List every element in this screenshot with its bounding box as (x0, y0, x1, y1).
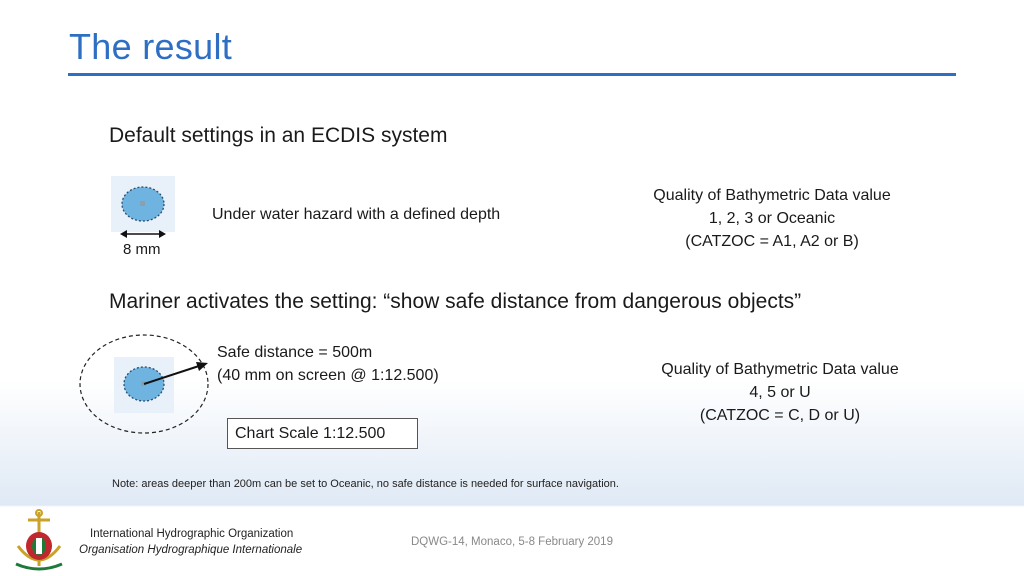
title-underline (68, 73, 956, 76)
quality-block-2 (620, 358, 940, 427)
quality-1-line-3: (CATZOC = A1, A2 or B) (685, 233, 859, 250)
conference-label: DQWG-14, Monaco, 5-8 February 2019 (411, 536, 613, 548)
quality-block-1 (612, 184, 932, 253)
org-name-french: Organisation Hydrographique Internationale (79, 544, 303, 556)
quality-1-line-2: 1, 2, 3 or Oceanic (708, 210, 836, 227)
dimension-label: 8 mm (123, 241, 161, 258)
iho-logo-icon (10, 508, 68, 574)
hazard-center-marker (140, 201, 145, 206)
safe-distance-text (217, 341, 439, 387)
org-name-english: International Hydrographic Organization (90, 528, 294, 540)
quality-1-line-1: Quality of Bathymetric Data value (653, 187, 891, 204)
chart-scale-box: Chart Scale 1:12.500 (227, 418, 418, 449)
radius-arrow-icon (196, 362, 208, 371)
safe-distance-diagram (78, 333, 212, 437)
hazard-description: Under water hazard with a defined depth (212, 206, 501, 223)
section-heading-default: Default settings in an ECDIS system (109, 124, 448, 147)
page-title: The result (69, 26, 233, 67)
quality-2-line-3: (CATZOC = C, D or U) (699, 407, 861, 424)
safe-distance-line-1: Safe distance = 500m (217, 344, 373, 361)
quality-2-line-1: Quality of Bathymetric Data value (661, 361, 899, 378)
section-heading-mariner: Mariner activates the setting: “show safe distance from dangerous objects” (109, 290, 802, 313)
footnote: Note: areas deeper than 200m can be set to Oceanic, no safe distance is needed for surface navigation. (112, 478, 619, 490)
safe-distance-line-2: (40 mm on screen @ 1:12.500) (217, 367, 439, 384)
quality-2-line-2: 4, 5 or U (749, 384, 811, 401)
